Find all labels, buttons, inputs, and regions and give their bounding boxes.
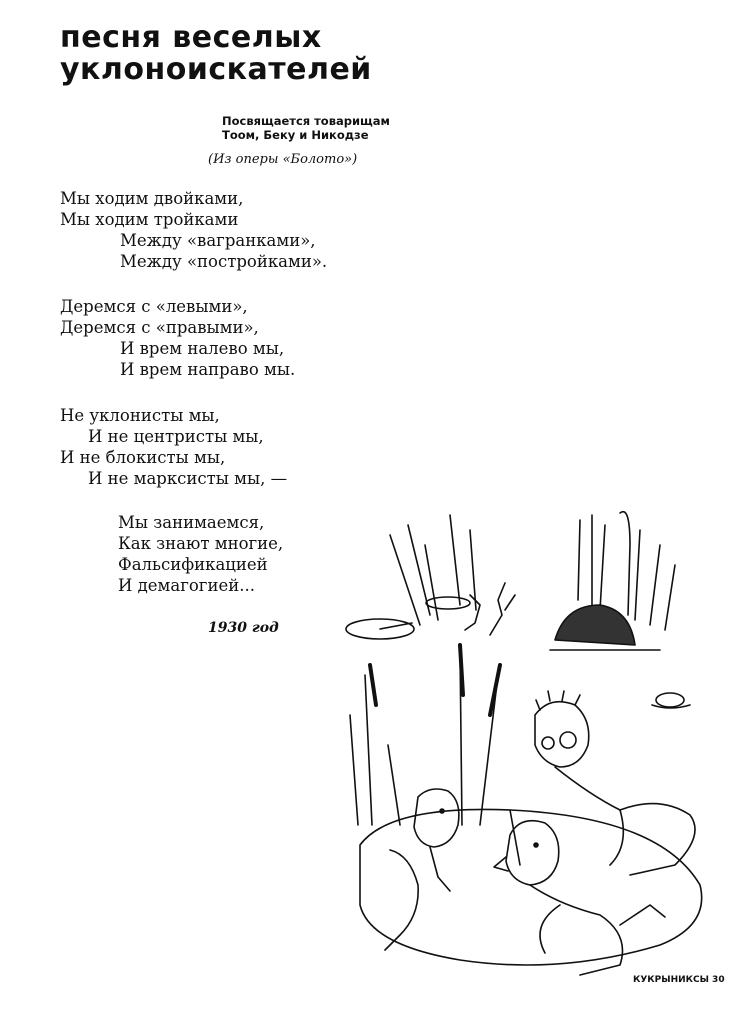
stanza-3	[60, 405, 287, 489]
small-frog-icon	[465, 583, 515, 635]
stanza-2	[60, 296, 295, 380]
stanza-line: Деремся с «правыми»,	[60, 318, 259, 337]
rock-icon	[550, 605, 660, 650]
stanza-line: И не центристы мы,	[88, 427, 264, 446]
title-line-2: уклоноискателей	[60, 52, 372, 87]
poem-title	[60, 22, 372, 86]
stanza-line: И не марксисты мы, —	[88, 469, 288, 488]
dedication-line-2: Тоом, Беку и Никодзе	[222, 128, 369, 142]
stanza-line: Как знают многие,	[118, 534, 284, 553]
stanza-line: И врем налево мы,	[120, 339, 285, 358]
stanza-line: Деремся с «левыми»,	[60, 297, 248, 316]
big-lily-pad-icon	[360, 809, 702, 965]
dedication	[222, 114, 390, 142]
stanza-line: Мы занимаемся,	[118, 513, 265, 532]
frog-caricature-center-icon	[494, 821, 665, 975]
dedication-line-1: Посвящается товарищам	[222, 114, 390, 128]
year: 1930 год	[208, 620, 279, 636]
swamp-caricature-illustration	[330, 505, 730, 1000]
lily-pad-icon	[346, 597, 470, 639]
artist-signature: КУКРЫНИКСЫ 30	[633, 975, 725, 985]
stanza-line: Фальсификацией	[118, 555, 268, 574]
stanza-4	[118, 512, 283, 596]
stanza-line: Между «вагранками»,	[120, 231, 316, 250]
stanza-line: И демагогией...	[118, 576, 255, 595]
stanza-line: Между «постройками».	[120, 252, 328, 271]
cattail-icon	[350, 645, 500, 825]
frog-caricature-left-icon	[385, 789, 459, 950]
stanza-line: Мы ходим двойками,	[60, 189, 244, 208]
title-line-1: песня веселых	[60, 20, 322, 55]
swimmer-icon	[652, 693, 690, 708]
reeds-icon	[390, 512, 675, 630]
stanza-line: И не блокисты мы,	[60, 448, 226, 467]
stanza-line: Не уклонисты мы,	[60, 406, 220, 425]
stanza-1	[60, 188, 327, 272]
opera-note: (Из оперы «Болото»)	[208, 152, 358, 167]
stanza-line: Мы ходим тройками	[60, 210, 239, 229]
stanza-line: И врем направо мы.	[120, 360, 296, 379]
